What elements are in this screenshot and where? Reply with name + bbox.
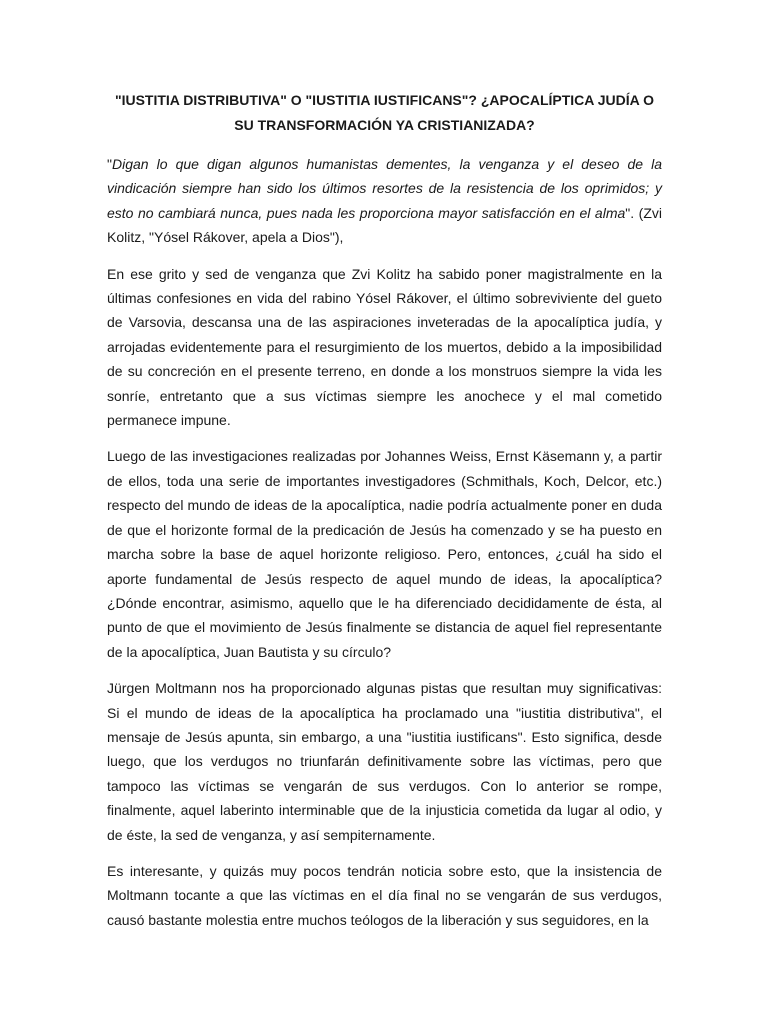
document-body <box>107 88 662 944</box>
body-paragraph-3: Jürgen Moltmann nos ha proporcionado algunas pistas que resultan muy significativas: Si el mundo de ideas de la apocalíptica ha proclamado una "iustitia distributiva", el mensaje de Jesús apunta, sin embargo, a una "iustitia iustificans". Esto significa, desde luego, que los verdugos no triunfarán definitivamente sobre las víctimas, pero que tampoco las víctimas se vengarán de sus verdugos. Con lo anterior se rompe, finalmente, aquel laberinto interminable que de la injusticia cometida da lugar al odio, y de éste, la sed de venganza, y así sempiternamente. <box>107 680 662 843</box>
epigraph-quote: Digan lo que digan algunos humanistas dementes, la venganza y el deseo de la vindicación siempre han sido los últimos resortes de la resistencia de los oprimidos; y esto no cambiará nunca, pues nada les proporciona mayor satisfacción en el alma <box>107 156 662 221</box>
body-paragraph-2: Luego de las investigaciones realizadas por Johannes Weiss, Ernst Käsemann y, a partir de ellos, toda una serie de importantes investigadores (Schmithals, Koch, Delcor, etc.) respecto del mundo de ideas de la apocalíptica, nadie podría actualmente poner en duda de que el horizonte formal de la predicación de Jesús ha comenzado y se ha puesto en marcha sobre la base de aquel horizonte religioso. Pero, entonces, ¿cuál ha sido el aporte fundamental de Jesús respecto de aquel mundo de ideas, la apocalíptica? ¿Dónde encontrar, asimismo, aquello que le ha diferenciado decididamente de ésta, al punto de que el movimiento de Jesús finalmente se distancia de aquel fiel representante de la apocalíptica, Juan Bautista y su círculo? <box>107 448 662 660</box>
epigraph-paragraph <box>107 152 662 250</box>
body-paragraph-4: Es interesante, y quizás muy pocos tendrán noticia sobre esto, que la insistencia de Moltmann tocante a que las víctimas en el día final no se vengarán de sus verdugos, causó bastante molestia entre muchos teólogos de la liberación y sus seguidores, en la <box>107 862 662 928</box>
epigraph-open-quote: " <box>107 156 112 172</box>
epigraph-attribution: ". (Zvi Kolitz, "Yósel Rákover, apela a Dios"), <box>107 204 663 246</box>
document-title: "IUSTITIA DISTRIBUTIVA" O "IUSTITIA IUSTIFICANS"? ¿APOCALÍPTICA JUDÍA O SU TRANSFORMACIÓN YA CRISTIANIZADA? <box>114 92 655 133</box>
body-paragraph-1: En ese grito y sed de venganza que Zvi Kolitz ha sabido poner magistralmente en la últimas confesiones en vida del rabino Yósel Rákover, el último sobreviviente del gueto de Varsovia, descansa una de las aspiraciones inveteradas de la apocalíptica judía, y arrojadas evidentemente para el resurgimiento de los muertos, debido a la imposibilidad de su concreción en el presente terreno, en donde a los monstruos siempre la vida les sonríe, entretanto que a sus víctimas siempre les anochece y el mal cometido permanece impune. <box>107 265 662 429</box>
